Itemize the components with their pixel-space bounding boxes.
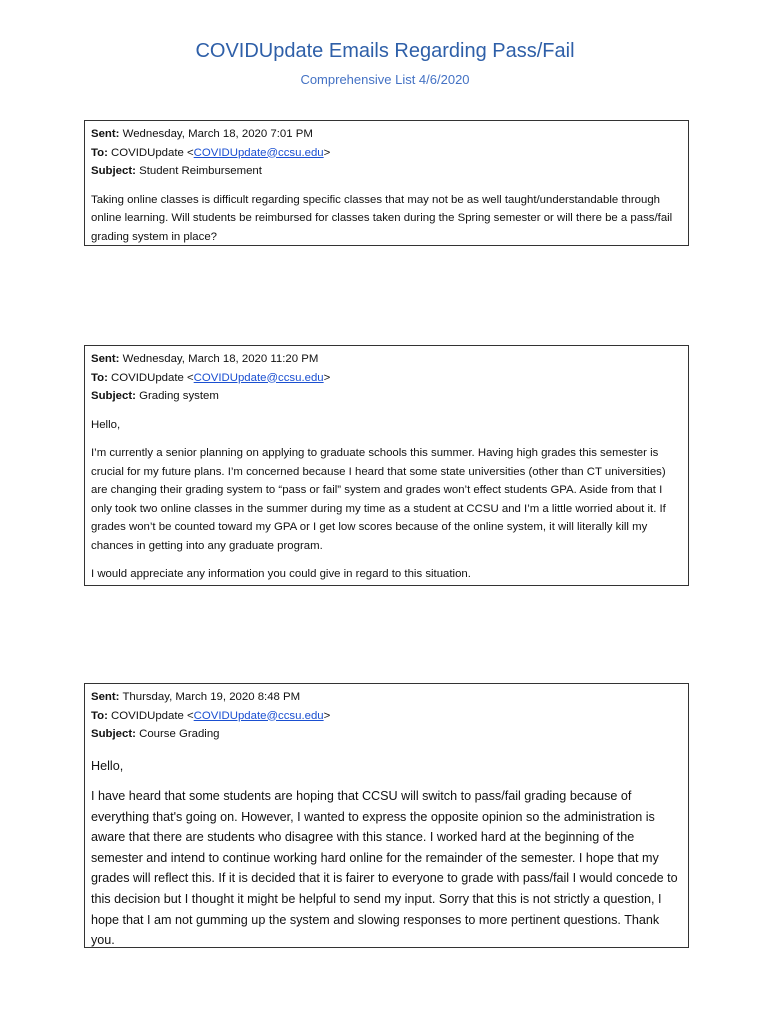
- document-subtitle: Comprehensive List 4/6/2020: [300, 72, 470, 87]
- to-label: To:: [91, 709, 108, 722]
- email-box: [84, 683, 689, 948]
- email-box: [84, 345, 689, 586]
- sent-label: Sent:: [91, 691, 120, 703]
- body-paragraph: I would appreciate any information you could give in regard to this situation.: [91, 568, 471, 580]
- email-body: [91, 756, 682, 951]
- to-name: COVIDUpdate <: [107, 709, 194, 722]
- document-title: COVIDUpdate Emails Regarding Pass/Fail: [195, 40, 575, 62]
- to-line: [91, 707, 682, 726]
- to-line: [91, 144, 682, 163]
- to-close: >: [323, 146, 331, 159]
- subject-value: Student Reimbursement: [135, 165, 262, 177]
- email-link[interactable]: COVIDUpdate@ccsu.edu: [193, 709, 324, 722]
- subject-line: [91, 162, 682, 181]
- sent-value: Thursday, March 19, 2020 8:48 PM: [119, 691, 301, 703]
- subject-value: Course Grading: [135, 728, 220, 740]
- subject-line: [91, 387, 682, 406]
- body-paragraph: Hello,: [91, 418, 121, 431]
- to-name: COVIDUpdate <: [107, 371, 194, 384]
- email-body: [91, 416, 682, 584]
- subject-line: [91, 725, 682, 744]
- body-paragraph: I have heard that some students are hoping that CCSU will switch to pass/fail grading because of everything that's going on. However, I wanted to express the opposite opinion so the administration is aware that there are students who disagree with this stance. I worked hard at the beginning of the semester and intend to continue working hard online for the remainder of the semester. I hope that my grades will reflect this. If it is decided that it is fairer to everyone to grade with pass/fail I would concede to this decision but I thought it might be helpful to send my input. Sorry that this is not strictly a question, I hope that I am not gumming up the system and slowing responses to more pertinent questions. Thank you.: [91, 789, 678, 948]
- sent-label: Sent:: [91, 128, 120, 140]
- email-link[interactable]: COVIDUpdate@ccsu.edu: [193, 371, 324, 384]
- to-label: To:: [91, 371, 108, 384]
- to-label: To:: [91, 146, 108, 159]
- to-line: [91, 369, 682, 388]
- to-name: COVIDUpdate <: [107, 146, 194, 159]
- subject-label: Subject:: [91, 165, 136, 177]
- body-paragraph: Taking online classes is difficult regarding specific classes that may not be as well taught/understandable through online learning. Will students be reimbursed for classes taken during the Spring semester or will there be a pass/fail grading system in place?: [91, 193, 673, 243]
- to-close: >: [323, 371, 331, 384]
- sent-line: [91, 125, 682, 144]
- sent-line: [91, 350, 682, 369]
- email-body: [91, 191, 682, 247]
- sent-line: [91, 688, 682, 707]
- subject-label: Subject:: [91, 390, 136, 402]
- subject-value: Grading system: [135, 390, 219, 402]
- body-paragraph: Hello,: [91, 758, 124, 773]
- email-link[interactable]: COVIDUpdate@ccsu.edu: [193, 146, 324, 159]
- body-paragraph: I’m currently a senior planning on applying to graduate schools this summer. Having high grades this semester is crucial for my future plans. I’m concerned because I heard that some state universities (other than CT universities) are changing their grading system to “pass or fail” system and grades won’t effect students GPA. Aside from that I only took two online classes in the summer during my time as a student at CCSU and I’m a little worried about it. If grades won’t be counted toward my GPA or I get low scores because of the online system, it will literally kill my chances in getting into any graduate program.: [91, 447, 666, 552]
- subject-label: Subject:: [91, 728, 136, 740]
- sent-value: Wednesday, March 18, 2020 7:01 PM: [119, 128, 313, 140]
- email-box: [84, 120, 689, 246]
- sent-value: Wednesday, March 18, 2020 11:20 PM: [119, 353, 319, 365]
- sent-label: Sent:: [91, 353, 120, 365]
- to-close: >: [323, 709, 331, 722]
